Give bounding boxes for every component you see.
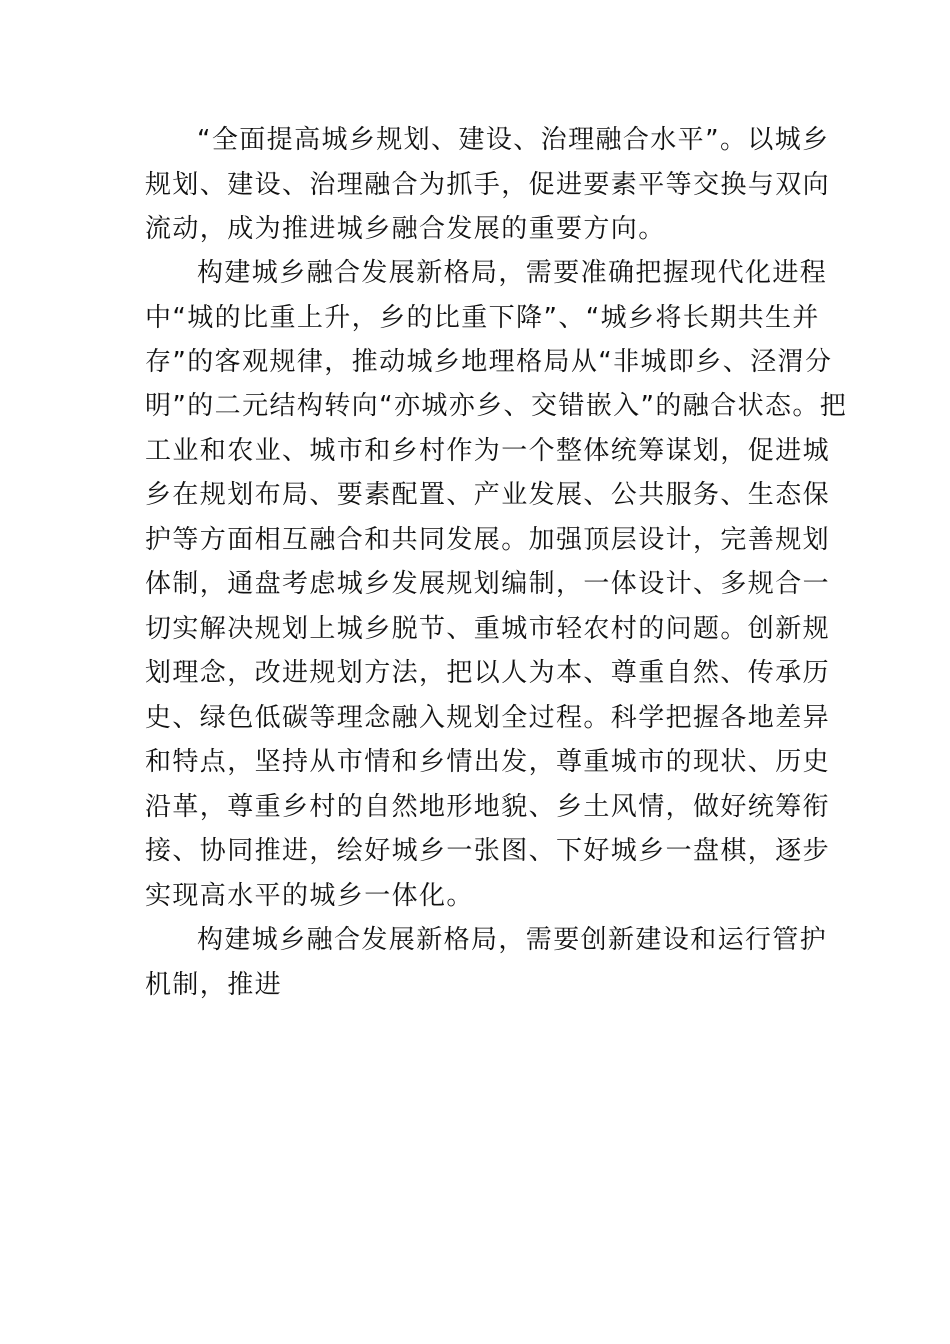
- paragraph-2-line-12: 和特点，坚持从市情和乡情出发，尊重城市的现状、历史: [145, 747, 831, 777]
- paragraph-2-line-7: 护等方面相互融合和共同发展。加强顶层设计，完善规划: [145, 525, 831, 555]
- paragraph-3-line-1: 构建城乡融合发展新格局，需要创新建设和运行管护: [197, 925, 828, 955]
- paragraph-2-line-15: 实现高水平的城乡一体化。: [145, 881, 474, 911]
- paragraph-2-line-5: 工业和农业、城市和乡村作为一个整体统筹谋划，促进城: [145, 436, 831, 466]
- paragraph-2-line-10: 划理念，改进规划方法，把以人为本、尊重自然、传承历: [145, 658, 831, 688]
- paragraph-1-line-2: 规划、建设、治理融合为抓手，促进要素平等交换与双向: [145, 170, 831, 200]
- paragraph-2-line-2: 中“城的比重上升，乡的比重下降”、“城乡将长期共生并: [145, 303, 820, 333]
- paragraph-2-line-9: 切实解决规划上城乡脱节、重城市轻农村的问题。创新规: [145, 614, 831, 644]
- paragraph-1-line-1: “全面提高城乡规划、建设、治理融合水平”。以城乡: [197, 125, 830, 155]
- paragraph-2-line-1: 构建城乡融合发展新格局，需要准确把握现代化进程: [197, 258, 828, 288]
- paragraph-2-line-3: 存”的客观规律，推动城乡地理格局从“非城即乡、泾渭分: [145, 347, 833, 377]
- paragraph-2-line-13: 沿革，尊重乡村的自然地形地貌、乡土风情，做好统筹衔: [145, 792, 831, 822]
- paragraph-1-line-3: 流动，成为推进城乡融合发展的重要方向。: [145, 214, 666, 244]
- paragraph-2-line-6: 乡在规划布局、要素配置、产业发展、公共服务、生态保: [145, 480, 831, 510]
- paragraph-2-line-14: 接、协同推进，绘好城乡一张图、下好城乡一盘棋，逐步: [145, 836, 831, 866]
- paragraph-3-line-2: 机制，推进: [145, 970, 283, 1000]
- paragraph-2-line-11: 史、绿色低碳等理念融入规划全过程。科学把握各地差异: [145, 703, 831, 733]
- paragraph-2-line-8: 体制，通盘考虑城乡发展规划编制，一体设计、多规合一: [145, 569, 831, 599]
- paragraph-2-line-4: 明”的二元结构转向“亦城亦乡、交错嵌入”的融合状态。把: [145, 391, 848, 421]
